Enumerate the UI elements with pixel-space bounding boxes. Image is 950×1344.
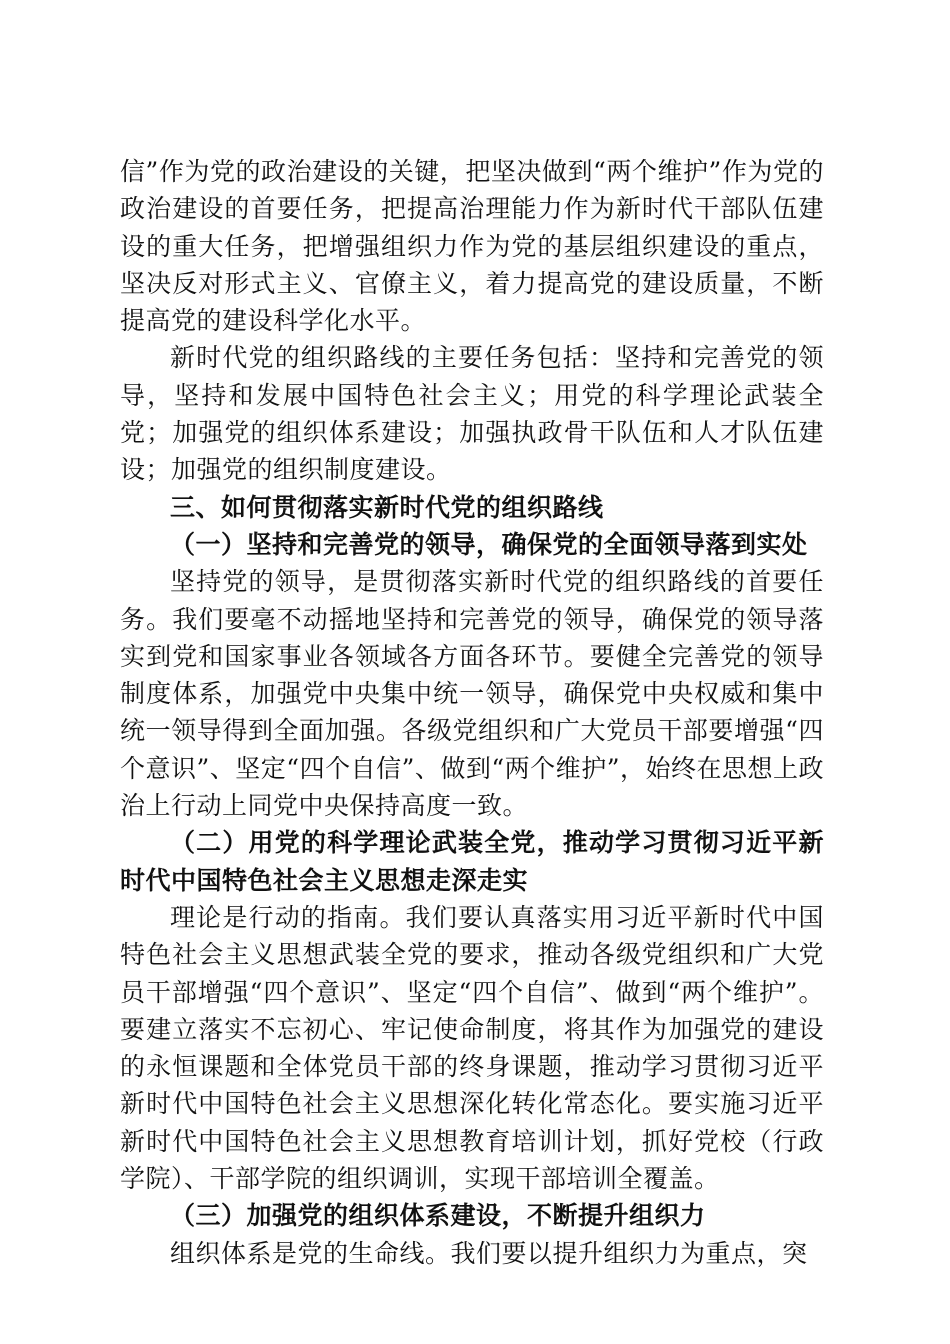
document-body	[120, 153, 824, 1272]
paragraph-continued: 信”作为党的政治建设的关键，把坚决做到“两个维护”作为党的政治建设的首要任务，把提高治理能力作为新时代干部队伍建设的重大任务，把增强组织力作为党的基层组织建设的重点，坚决反对形式主义、官僚主义，着力提高党的建设质量，不断提高党的建设科学化水平。	[120, 157, 824, 336]
paragraph-theory: 理论是行动的指南。我们要认真落实用习近平新时代中国特色社会主义思想武装全党的要求，推动各级党组织和广大党员干部增强“四个意识”、坚定“四个自信”、做到“两个维护”。要建立落实不忘初心、牢记使命制度，将其作为加强党的建设的永恒课题和全体党员干部的终身课题，推动学习贯彻习近平新时代中国特色社会主义思想深化转化常态化。要实施习近平新时代中国特色社会主义思想教育培训计划，抓好党校（行政学院）、干部学院的组织调训，实现干部培训全覆盖。	[120, 902, 824, 1194]
subsection-heading-3: （三）加强党的组织体系建设，不断提升组织力	[170, 1201, 706, 1231]
paragraph-organization-system: 组织体系是党的生命线。我们要以提升组织力为重点，突	[170, 1238, 808, 1268]
subsection-heading-2: （二）用党的科学理论武装全党，推动学习贯彻习近平新时代中国特色社会主义思想走深走实	[120, 828, 824, 895]
paragraph-main-tasks: 新时代党的组织路线的主要任务包括：坚持和完善党的领导，坚持和发展中国特色社会主义；用党的科学理论武装全党；加强党的组织体系建设；加强执政骨干队伍和人才队伍建设；加强党的组织制度建设。	[120, 343, 824, 485]
paragraph-party-leadership: 坚持党的领导，是贯彻落实新时代党的组织路线的首要任务。我们要毫不动摇地坚持和完善党的领导，确保党的领导落实到党和国家事业各领域各方面各环节。要健全完善党的领导制度体系，加强党中央集中统一领导，确保党中央权威和集中统一领导得到全面加强。各级党组织和广大党员干部要增强“四个意识”、坚定“四个自信”、做到“两个维护”，始终在思想上政治上行动上同党中央保持高度一致。	[120, 567, 824, 821]
section-heading-3: 三、如何贯彻落实新时代党的组织路线	[170, 492, 604, 522]
subsection-heading-1: （一）坚持和完善党的领导，确保党的全面领导落到实处	[170, 529, 808, 559]
